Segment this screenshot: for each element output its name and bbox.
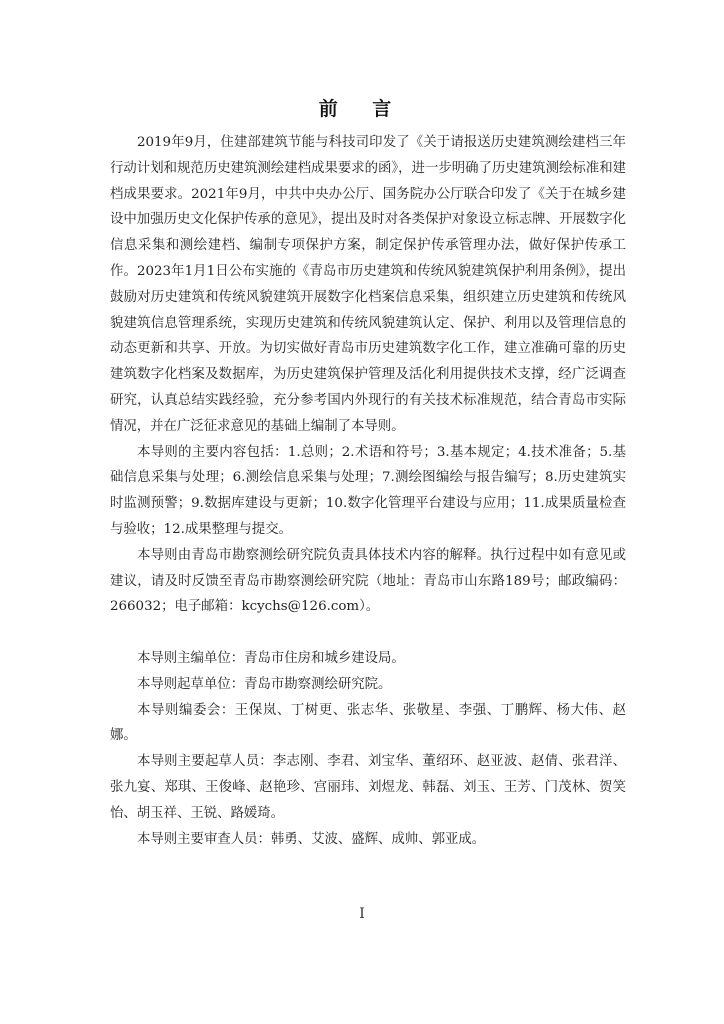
page-number: I (359, 906, 365, 922)
page-title: 前 言 (318, 98, 406, 120)
paragraph-contents: 本导则的主要内容包括：1.总则；2.术语和符号；3.基本规定；4.技术准备；5.基础信息采集与处理；6.测绘信息采集与处理；7.测绘图编绘与报告编写；8.历史建筑实时监测预警；9.数据库建设与更新；10.数字化管理平台建设与应用；11.成果质量检查与验收；12.成果整理与提交。 (110, 444, 626, 537)
paragraph-editorial-board: 本导则编委会：王保岚、丁树更、张志华、张敬星、李强、丁鹏辉、杨大伟、赵娜。 (110, 702, 626, 744)
preface-body (110, 130, 626, 852)
paragraph-interpretation: 本导则由青岛市勘察测绘研究院负责具体技术内容的解释。执行过程中如有意见或建议，请及时反馈至青岛市勘察测绘研究院（地址：青岛市山东路189号；邮政编码：266032；电子邮箱：kcychs@126.com）。 (110, 547, 626, 615)
paragraph-drafting-unit: 本导则起草单位：青岛市勘察测绘研究院。 (137, 676, 392, 692)
paragraph-main-drafters: 本导则主要起草人员：李志刚、李君、刘宝华、董绍环、赵亚波、赵倩、张君洋、张九宴、郑琪、王俊峰、赵艳珍、宫丽玮、刘煜龙、韩磊、刘玉、王芳、门茂林、贺笑怡、胡玉祥、王锐、路媛琦。 (110, 754, 626, 821)
paragraph-chief-editor-unit: 本导则主编单位：青岛市住房和城乡建设局。 (137, 650, 405, 666)
paragraph-reviewers: 本导则主要审查人员：韩勇、艾波、盛辉、成帅、郭亚成。 (137, 831, 486, 847)
paragraph-background: 2019年9月，住建部建筑节能与科技司印发了《关于请报送历史建筑测绘建档三年行动计划和规范历史建筑测绘建档成果要求的函》，进一步明确了历史建筑测绘标准和建档成果要求。2021年9月，中共中央办公厅、国务院办公厅联合印发了《关于在城乡建设中加强历史文化保护传承的意见》，提出及时对各类保护对象设立标志牌、开展数字化信息采集和测绘建档、编制专项保护方案，制定保护传承管理办法，做好保护传承工作。2023年1月1日公布实施的《青岛市历史建筑和传统风貌建筑保护利用条例》，提出鼓励对历史建筑和传统风貌建筑开展数字化档案信息采集，组织建立历史建筑和传统风貌建筑信息管理系统，实现历史建筑和传统风貌建筑认定、保护、利用以及管理信息的动态更新和共享、开放。为切实做好青岛市历史建筑数字化工作，建立准确可靠的历史建筑数字化档案及数据库，为历史建筑保护管理及活化利用提供技术支撑，经广泛调查研究，认真总结实践经验，充分参考国内外现行的有关技术标准规范，结合青岛市实际情况，并在广泛征求意见的基础上编制了本导则。 (110, 135, 626, 434)
